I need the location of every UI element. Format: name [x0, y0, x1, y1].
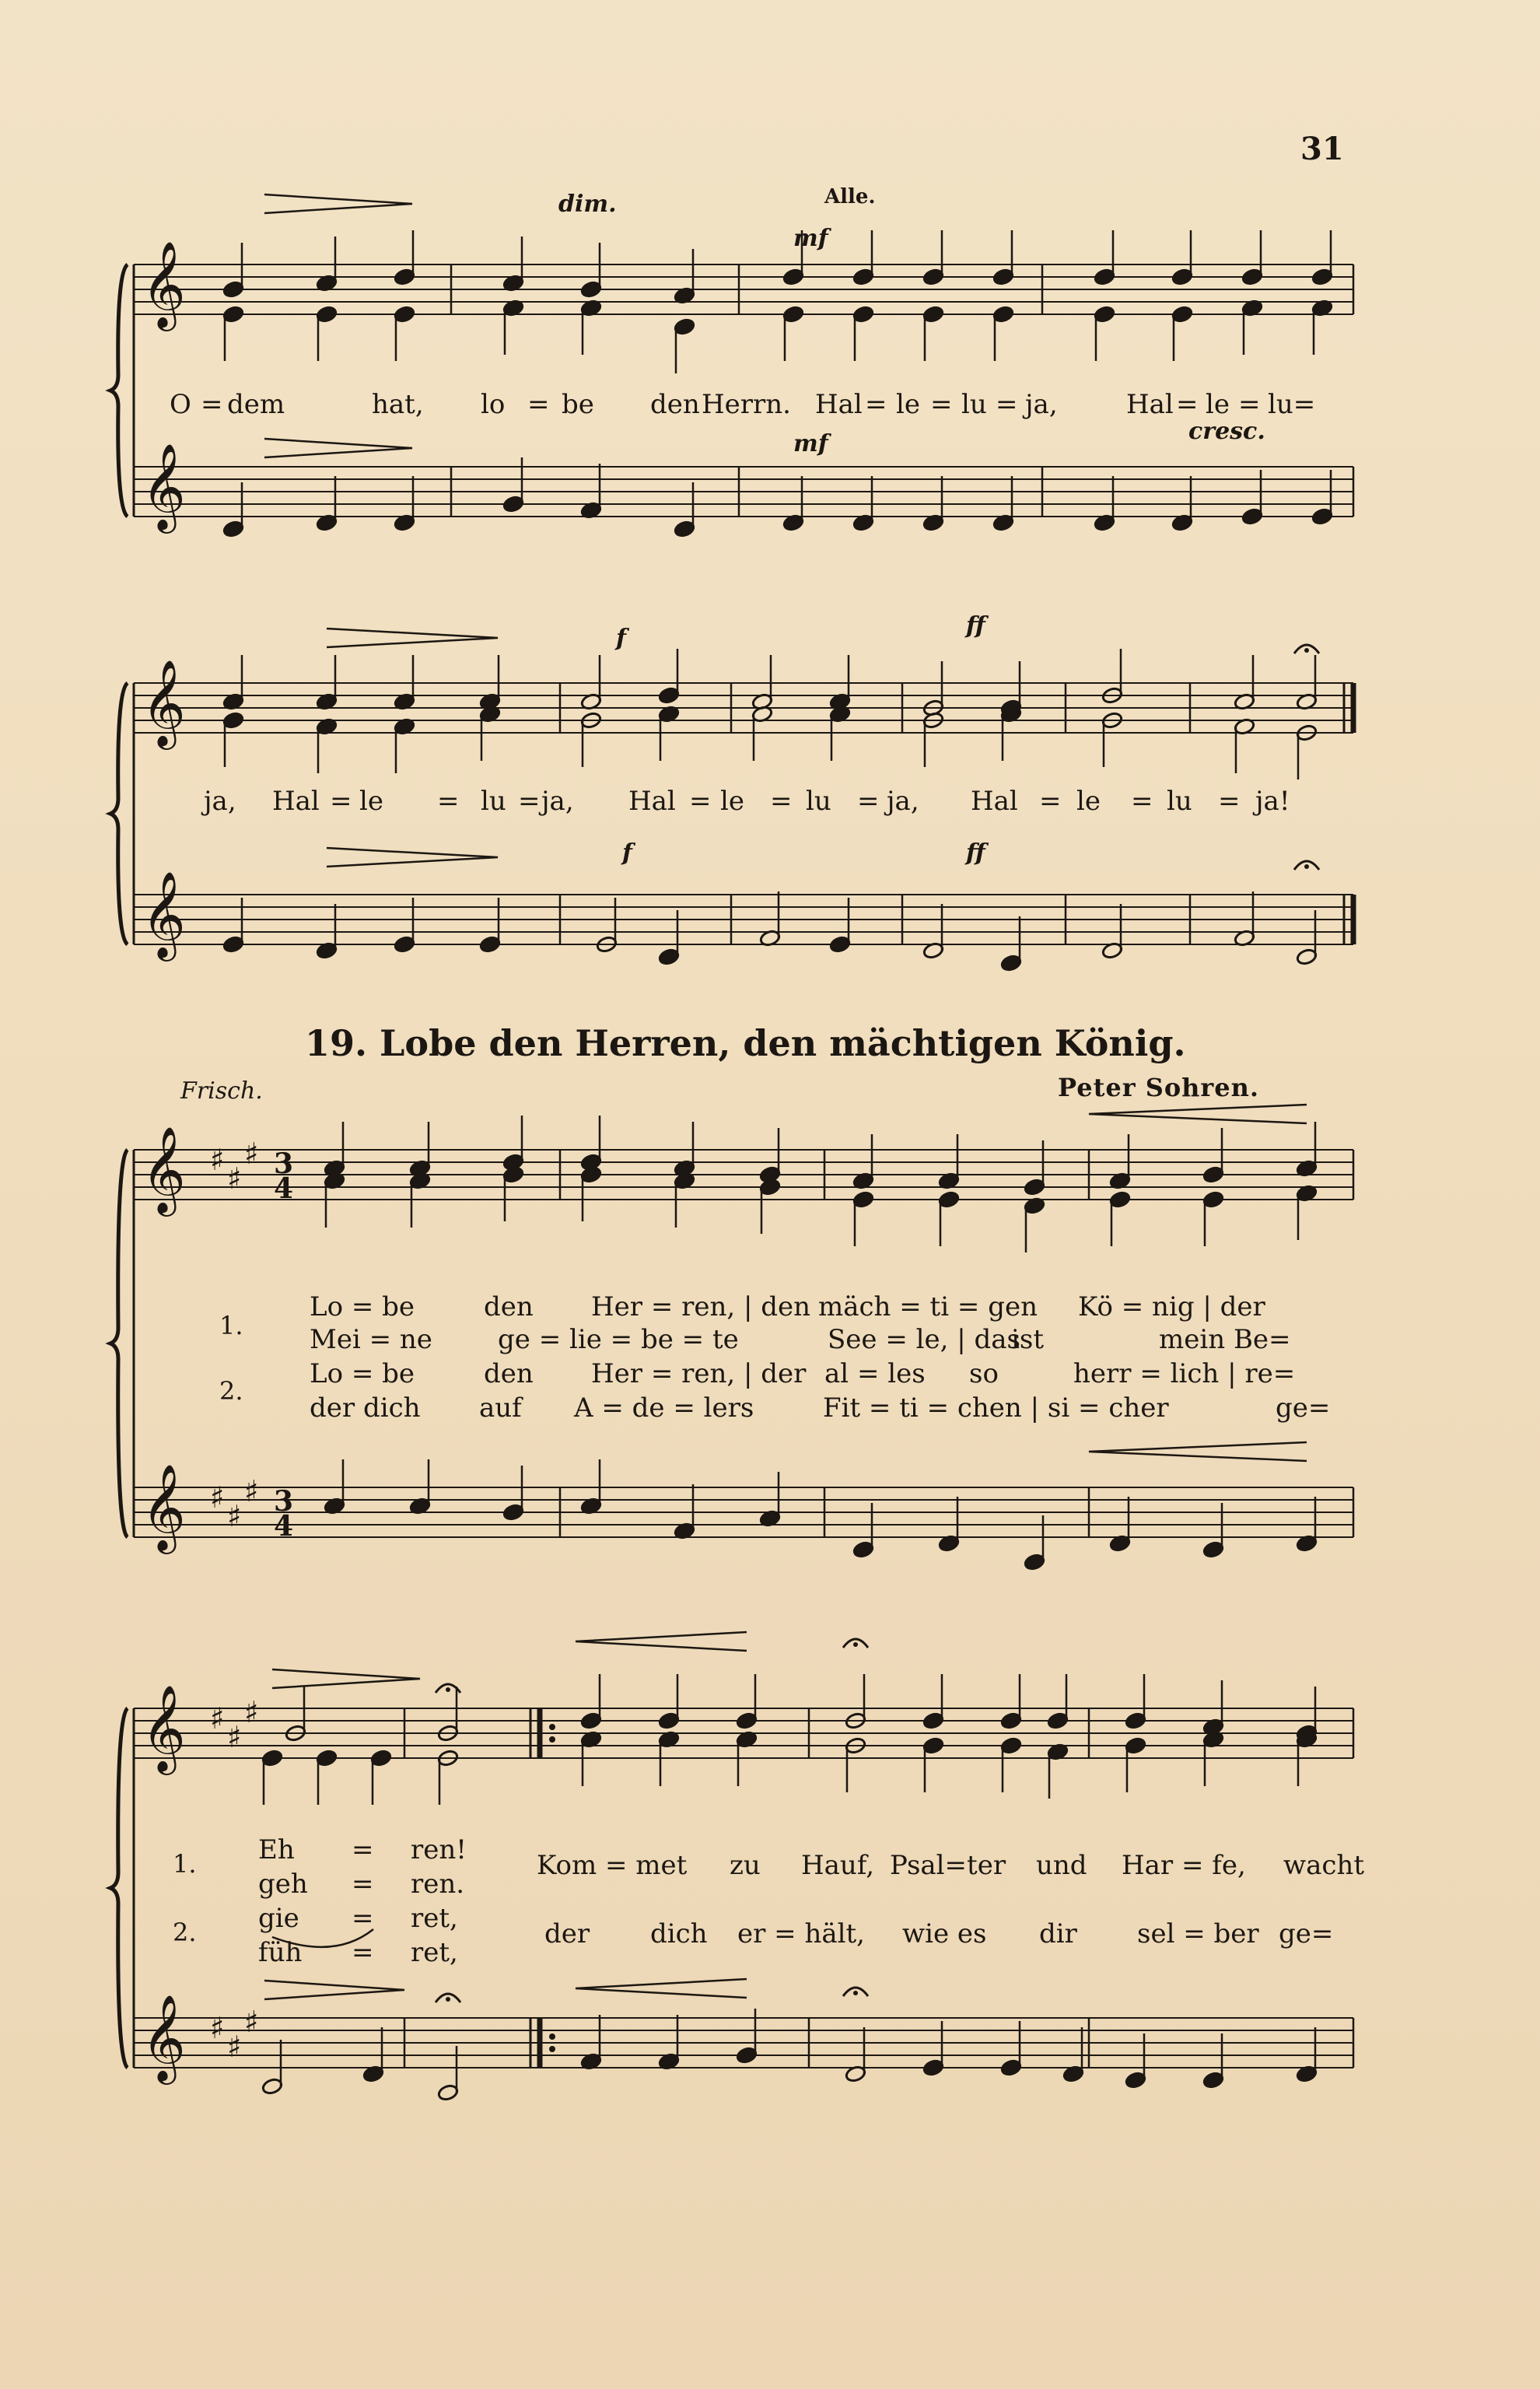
composer-name: Peter Sohren. — [1058, 1073, 1260, 1102]
lyric-syllable: füh — [258, 1937, 303, 1968]
tempo-marking: Frisch. — [180, 1077, 263, 1105]
dynamic-ff-upper: ff — [966, 612, 985, 639]
lyric-syllable: ja, — [1025, 389, 1058, 420]
lyric-syllable: ja, — [887, 786, 919, 817]
verse-number-2: 2. — [173, 1918, 197, 1947]
crescendo-hairpin — [576, 1632, 747, 1651]
lyric-syllable: herr = lich | re= — [1073, 1358, 1296, 1389]
lyric-syllable: Kom = met — [537, 1850, 688, 1881]
lyric-hyphen: = — [352, 1937, 374, 1968]
lyric-syllable: lu= — [1268, 389, 1316, 420]
fermata-dot — [853, 1642, 858, 1647]
lyric-syllable: al = les — [824, 1358, 926, 1389]
lyric-syllable: geh — [258, 1869, 308, 1900]
lyric-syllable: wacht — [1283, 1850, 1364, 1881]
lyric-syllable: le — [359, 786, 383, 817]
time-signature-bottom: 4 — [274, 1172, 294, 1205]
decrescendo-hairpin — [264, 1981, 404, 1999]
lyric-hyphen: = — [857, 786, 880, 817]
lyric-hyphen: = — [1131, 786, 1153, 817]
lyric-syllable: auf — [479, 1392, 522, 1424]
lyric-syllable: ret, — [411, 1903, 458, 1934]
verse-number-1: 1. — [219, 1311, 243, 1340]
lyric-syllable: so — [969, 1358, 999, 1389]
system-brace — [110, 264, 128, 517]
lyric-hyphen: = — [996, 389, 1018, 420]
sharp-sign: ♯ — [210, 2011, 225, 2045]
lyric-hyphen: = — [865, 389, 887, 420]
treble-clef: 𝄞 — [142, 1463, 186, 1550]
lyric-hyphen: = — [1039, 786, 1062, 817]
sharp-sign: ♯ — [227, 1499, 242, 1533]
lyric-syllable: lu — [481, 786, 506, 817]
fermata-dot — [1304, 864, 1309, 869]
time-signature-top: 3 — [274, 1147, 294, 1180]
lyric-syllable: ren. — [411, 1869, 465, 1900]
lyric-syllable: O — [170, 389, 191, 420]
sharp-sign: ♯ — [244, 2005, 259, 2039]
lyric-syllable: dem — [227, 389, 285, 420]
lyric-hyphen: = — [518, 786, 541, 817]
lyric-syllable: ge= — [1276, 1392, 1331, 1424]
lyric-hyphen: = — [689, 786, 712, 817]
lyric-hyphen: = — [330, 786, 352, 817]
system-brace — [110, 1708, 128, 2068]
lyric-syllable: le — [720, 786, 744, 817]
system-brace — [110, 683, 128, 944]
lyric-syllable: Psal=ter — [890, 1850, 1006, 1881]
decrescendo-hairpin — [272, 1669, 420, 1688]
lyric-syllable: er = hält, — [737, 1918, 865, 1949]
system-brace — [110, 1150, 128, 1537]
lyric-hyphen: = — [352, 1869, 374, 1900]
dynamic-f-upper: f — [616, 625, 626, 652]
crescendo-hairpin — [576, 1979, 747, 1998]
lyric-syllable: le — [896, 389, 920, 420]
repeat-dot — [549, 1724, 555, 1730]
lyric-syllable: Mei = ne — [310, 1324, 432, 1355]
lyric-syllable: See = le, | das — [828, 1324, 1020, 1355]
sharp-sign: ♯ — [244, 1137, 259, 1171]
lyric-syllable: ja, — [541, 786, 574, 817]
lyric-hyphen: = — [930, 389, 953, 420]
dynamic-dim: dim. — [558, 191, 617, 218]
lyric-syllable: ge= — [1279, 1918, 1334, 1949]
lyric-syllable: gie — [258, 1903, 299, 1934]
treble-clef: 𝄞 — [142, 870, 186, 958]
lyric-hyphen: = — [352, 1903, 374, 1934]
lyric-syllable: lu — [806, 786, 831, 817]
sharp-sign: ♯ — [227, 2030, 242, 2064]
sharp-sign: ♯ — [210, 1143, 225, 1177]
lyric-syllable: sel = ber — [1137, 1918, 1259, 1949]
lyric-syllable: zu — [730, 1850, 761, 1881]
time-signature-bottom: 4 — [274, 1510, 294, 1543]
dynamic-alle: Alle. — [824, 185, 876, 208]
lyric-hyphen: = — [352, 1834, 374, 1865]
lyric-syllable: lu — [961, 389, 987, 420]
repeat-dot — [549, 2046, 555, 2052]
lyric-syllable: Kö = nig | der — [1078, 1291, 1265, 1322]
lyric-syllable: lo — [481, 389, 506, 420]
dynamic-mf-upper: mf — [793, 225, 828, 252]
lyric-syllable: den — [484, 1358, 534, 1389]
lyric-syllable: Lo = be — [310, 1291, 415, 1322]
decrescendo-hairpin — [264, 194, 412, 213]
lyric-syllable: dich — [650, 1918, 708, 1949]
lyric-syllable: Har = fe, — [1122, 1850, 1246, 1881]
lyric-syllable: Her = ren, | der — [591, 1358, 807, 1389]
sharp-sign: ♯ — [210, 1701, 225, 1736]
treble-clef: 𝄞 — [142, 240, 186, 328]
page-number: 31 — [1300, 131, 1344, 167]
sharp-sign: ♯ — [227, 1720, 242, 1754]
lyric-syllable: der — [544, 1918, 590, 1949]
lyric-hyphen: = — [1176, 389, 1199, 420]
lyric-syllable: Eh — [258, 1834, 295, 1865]
lyric-syllable: dir — [1039, 1918, 1077, 1949]
treble-clef: 𝄞 — [142, 1126, 186, 1213]
repeat-dot — [549, 1736, 555, 1743]
sharp-sign: ♯ — [244, 1474, 259, 1508]
lyric-syllable: Hal — [628, 786, 676, 817]
lyric-syllable: Hal — [971, 786, 1018, 817]
lyric-syllable: Hal — [272, 786, 320, 817]
time-signature-top: 3 — [274, 1485, 294, 1518]
song-title: 19. Lobe den Herren, den mächtigen König. — [305, 1022, 1186, 1064]
lyric-syllable: Lo = be — [310, 1358, 415, 1389]
lyric-hyphen: = — [527, 389, 550, 420]
lyric-syllable: ja, — [204, 786, 236, 817]
lyric-syllable: A = de = lers — [574, 1392, 754, 1424]
lyric-hyphen: = — [770, 786, 793, 817]
lyric-syllable: Her = ren, | den — [591, 1291, 811, 1322]
treble-clef: 𝄞 — [142, 1994, 186, 2081]
treble-clef: 𝄞 — [142, 443, 186, 530]
lyric-syllable: und — [1036, 1850, 1087, 1881]
lyric-hyphen: = — [1238, 389, 1261, 420]
lyric-hyphen: = — [437, 786, 460, 817]
decrescendo-hairpin — [327, 848, 498, 867]
lyric-syllable: lu — [1167, 786, 1192, 817]
fermata-dot — [446, 1687, 450, 1692]
verse-number-1: 1. — [173, 1849, 197, 1879]
dynamic-cresc: cresc. — [1188, 418, 1265, 445]
lyric-syllable: den — [484, 1291, 534, 1322]
crescendo-hairpin — [1089, 1442, 1307, 1461]
lyric-syllable: mäch = ti = gen — [818, 1291, 1038, 1322]
dynamic-ff-lower: ff — [966, 839, 985, 867]
lyric-syllable: Hauf, — [801, 1850, 874, 1881]
sharp-sign: ♯ — [244, 1695, 259, 1729]
sharp-sign: ♯ — [210, 1480, 225, 1515]
lyric-hyphen: = — [1218, 786, 1241, 817]
lyric-syllable: le — [1206, 389, 1230, 420]
crescendo-hairpin — [1089, 1105, 1307, 1123]
lyric-syllable: Fit = ti = chen | si = cher — [823, 1392, 1169, 1424]
lyric-syllable: Hal — [815, 389, 863, 420]
treble-clef: 𝄞 — [142, 1684, 186, 1771]
fermata-dot — [446, 1997, 450, 2002]
lyric-syllable: ja! — [1255, 786, 1290, 817]
lyric-syllable: der dich — [310, 1392, 421, 1424]
lyric-syllable: den — [650, 389, 700, 420]
lyric-syllable: wie es — [902, 1918, 987, 1949]
decrescendo-hairpin — [264, 439, 412, 457]
verse-number-2: 2. — [219, 1376, 243, 1406]
dynamic-mf-lower: mf — [793, 430, 828, 457]
lyric-syllable: Hal — [1126, 389, 1174, 420]
lyric-syllable: ren! — [411, 1834, 467, 1865]
lyric-syllable: mein Be= — [1159, 1324, 1291, 1355]
lyric-syllable: ist — [1011, 1324, 1044, 1355]
decrescendo-hairpin — [327, 629, 498, 647]
repeat-dot — [549, 2033, 555, 2040]
dynamic-f-lower: f — [622, 839, 632, 867]
lyric-syllable: hat, — [372, 389, 424, 420]
lyric-syllable: be — [562, 389, 594, 420]
fermata-dot — [1304, 648, 1309, 653]
lyric-syllable: ret, — [411, 1937, 458, 1968]
lyric-hyphen: = — [201, 389, 223, 420]
fermata-dot — [853, 1991, 858, 1995]
treble-clef: 𝄞 — [142, 659, 186, 746]
lyric-syllable: Herrn. — [702, 389, 791, 420]
lyric-syllable: le — [1076, 786, 1101, 817]
lyric-syllable: ge = lie = be = te — [498, 1324, 739, 1355]
sharp-sign: ♯ — [227, 1161, 242, 1196]
